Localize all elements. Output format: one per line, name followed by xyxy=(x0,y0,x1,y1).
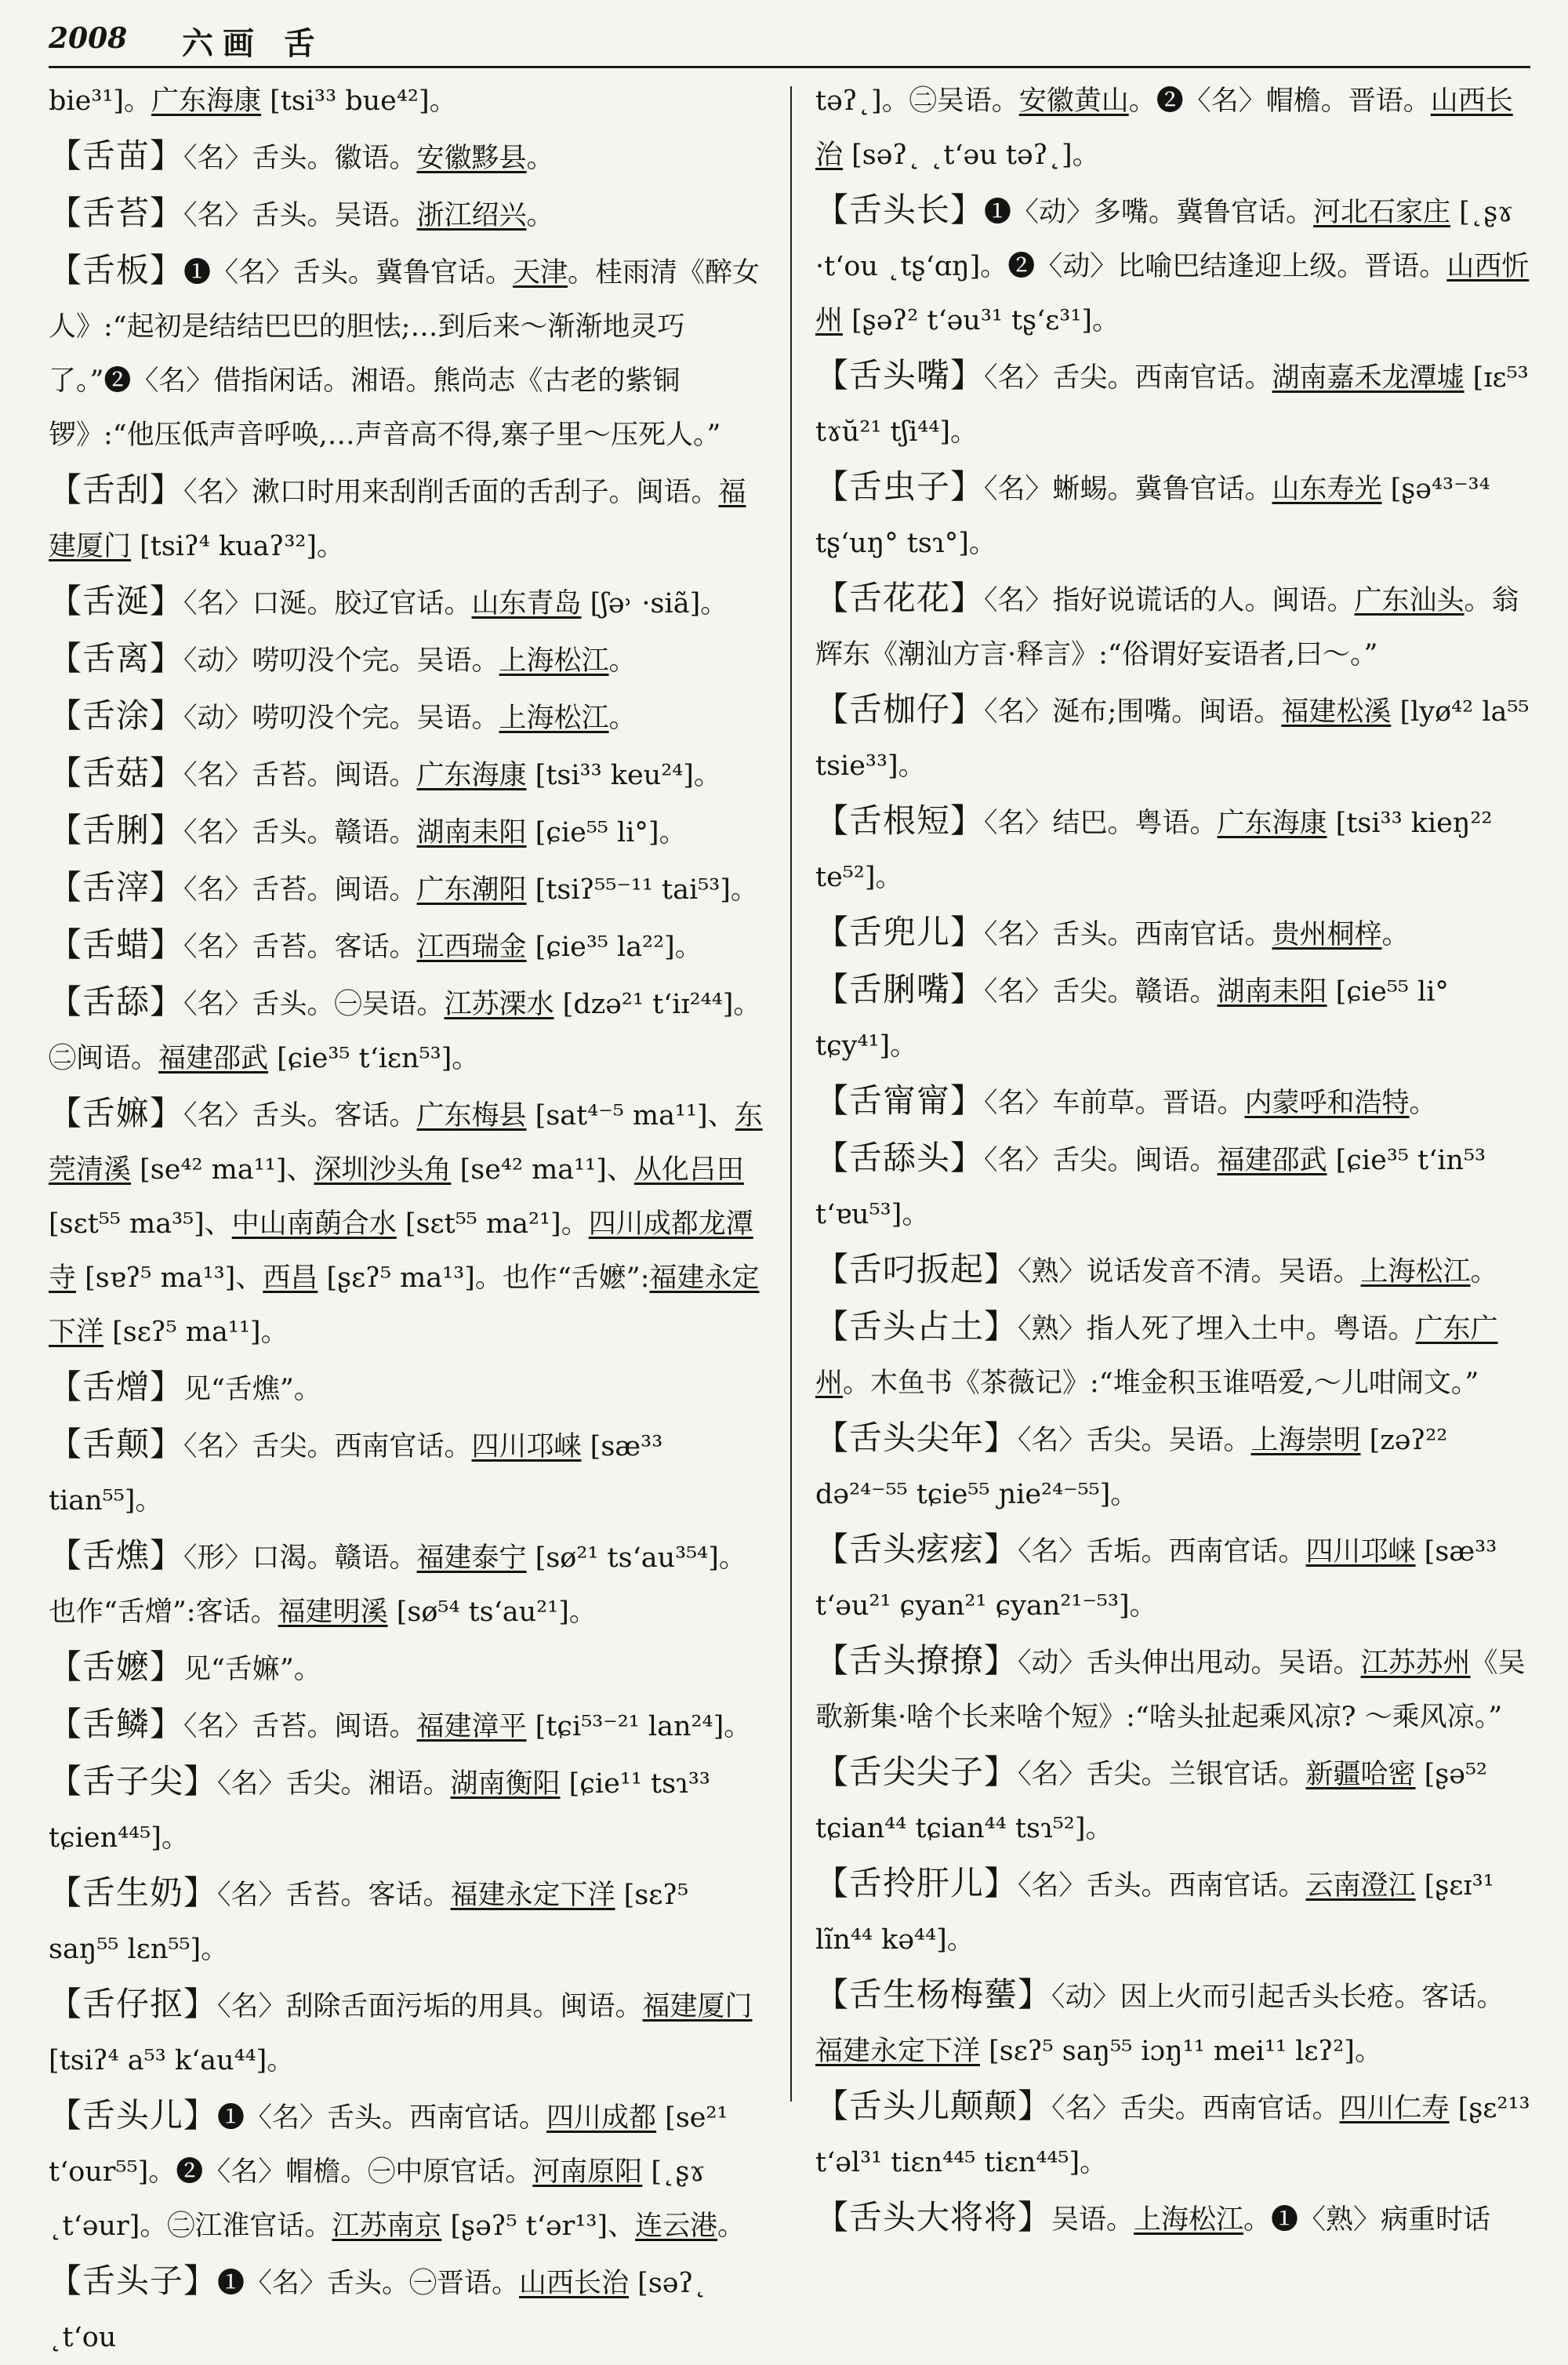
location-name: 湖南衡阳 xyxy=(450,1768,561,1800)
entry-text: ❶〈动〉多嘴。冀鲁官话。 xyxy=(984,197,1314,228)
dictionary-entry xyxy=(815,1856,1530,1967)
entry-text: [səʔ˛ ˛tʻəu təʔ˛]。 xyxy=(843,140,1100,171)
entry-text: 〈熟〉说话发音不清。吴语。 xyxy=(1018,1256,1361,1288)
entry-text: [sɛt⁵⁵ ma³⁵]、 xyxy=(49,1208,232,1240)
entry-text: 〈名〉舌头。赣语。 xyxy=(183,817,417,848)
entry-text: 〈名〉舌尖。湘语。 xyxy=(217,1768,451,1800)
entry-text: 。翁辉东《潮汕方言·释言》:“俗谓好妄语者,曰～。” xyxy=(815,585,1519,670)
dictionary-entry xyxy=(49,2088,764,2254)
dictionary-entry xyxy=(815,460,1530,571)
dictionary-entry xyxy=(49,917,764,975)
entry-headword: 【舌子尖】 xyxy=(49,1762,218,1800)
location-name: 四川成都龙潭寺 xyxy=(49,1208,753,1294)
location-name: 中山南蓢合水 xyxy=(231,1208,397,1240)
entry-text: 。 xyxy=(608,703,637,734)
entry-text: [ʂə⁵² tɕian⁴⁴ tɕian⁴⁴ tsɿ⁵²]。 xyxy=(815,1759,1488,1844)
page-number: 2008 xyxy=(49,22,128,55)
entry-text: [zəʔ²² də²⁴⁻⁵⁵ tɕie⁵⁵ ɲie²⁴⁻⁵⁵]。 xyxy=(815,1425,1448,1510)
dictionary-entry xyxy=(815,1633,1530,1745)
location-name: 四川仁寿 xyxy=(1339,2093,1450,2124)
location-name: 福建厦门 xyxy=(49,477,746,562)
dictionary-entry xyxy=(49,803,764,860)
location-name: 上海松江 xyxy=(499,703,609,734)
dictionary-entry xyxy=(49,129,764,186)
entry-headword: 【舌蜡】 xyxy=(49,925,184,964)
entry-text: 见“舌燋”。 xyxy=(183,1374,321,1405)
location-name: 新疆哈密 xyxy=(1305,1759,1416,1790)
entry-headword: 【舌虫子】 xyxy=(815,467,985,506)
location-name: 上海松江 xyxy=(1360,1256,1471,1288)
dictionary-entry xyxy=(815,905,1530,962)
entry-text: [ʂɛ²¹³ tʻəl³¹ tiɛn⁴⁴⁵ tiɛn⁴⁴⁵]。 xyxy=(815,2093,1530,2178)
entry-text: 。 xyxy=(1381,919,1410,950)
dictionary-entry xyxy=(815,794,1530,905)
entry-headword: 【舌头痃痃】 xyxy=(815,1530,1018,1568)
entry-text: 〈名〉舌苔。客话。 xyxy=(217,1880,451,1911)
entry-headword: 【舌脷】 xyxy=(49,811,184,849)
entry-text: 〈名〉舌垢。西南官话。 xyxy=(1018,1536,1306,1568)
location-name: 广东海康 xyxy=(151,85,262,117)
entry-text: 〈名〉口涎。胶辽官话。 xyxy=(183,588,472,619)
entry-text: [sɛʔ⁵ saŋ⁵⁵ iɔŋ¹¹ mei¹¹ lɛʔ²]。 xyxy=(980,2036,1382,2067)
entry-text: [ʃə˒ ·siã]。 xyxy=(581,588,728,619)
entry-text: ❶〈名〉舌头。冀鲁官话。 xyxy=(183,257,514,289)
dictionary-entry xyxy=(815,682,1530,794)
dictionary-entry xyxy=(815,2190,1530,2247)
entry-text: 〈名〉舌尖。兰银官话。 xyxy=(1018,1759,1306,1790)
entry-text: 〈名〉舌头。客话。 xyxy=(183,1100,417,1132)
entry-headword: 【舌头占土】 xyxy=(815,1307,1018,1346)
entry-text: 〈动〉舌头伸出甩动。吴语。 xyxy=(1018,1648,1361,1679)
entry-headword: 【舌生奶】 xyxy=(49,1873,218,1912)
entry-text: [lyø⁴² la⁵⁵ tsie³³]。 xyxy=(815,696,1530,782)
entry-text: [˛ʂɤ ·tʻou ˛tʂʻɑŋ]。❷〈动〉比喻巴结逢迎上级。晋语。 xyxy=(815,197,1514,282)
entry-text: [ʂɛʔ⁵ ma¹³]。也作“舌嬷”: xyxy=(318,1262,650,1294)
dictionary-entry xyxy=(49,74,764,129)
location-name: 西昌 xyxy=(263,1262,318,1294)
entry-text: [səʔ˛ ˛tʻou xyxy=(49,2268,707,2353)
entry-text: [se²¹ tʻour⁵⁵]。❷〈名〉帽檐。㊀中原官话。 xyxy=(49,2102,728,2188)
location-name: 广东汕头 xyxy=(1354,585,1465,616)
entry-headword: 【舌仔抠】 xyxy=(49,1985,218,2023)
dictionary-entry xyxy=(49,1865,764,1977)
entry-text: 。 xyxy=(1409,1088,1437,1119)
entry-headword: 【舌生杨梅𦿸】 xyxy=(815,1975,1052,2014)
entry-text: 〈名〉舌尖。西南官话。 xyxy=(984,362,1272,394)
entry-headword: 【舌脷嘴】 xyxy=(815,970,985,1008)
entry-text: təʔ˛]。㊁吴语。 xyxy=(815,85,1019,117)
dictionary-entry xyxy=(815,74,1530,183)
entry-headword: 【舌燋】 xyxy=(49,1536,184,1575)
location-name: 福建邵武 xyxy=(158,1043,269,1074)
entry-text: 〈名〉舌苔。闽语。 xyxy=(183,760,417,791)
entry-text: 〈名〉结巴。粤语。 xyxy=(984,808,1218,839)
entry-text: 〈名〉舌头。㊀吴语。 xyxy=(183,989,445,1020)
location-name: 内蒙呼和浩特 xyxy=(1244,1088,1410,1119)
dictionary-entry xyxy=(815,1242,1530,1299)
dictionary-entry xyxy=(49,688,764,746)
entry-text: [ɕie⁵⁵ li° tɕy⁴¹]。 xyxy=(815,976,1449,1062)
entry-text: 〈熟〉指人死了埋入土中。粤语。 xyxy=(1018,1313,1416,1345)
location-name: 云南澄江 xyxy=(1305,1870,1416,1902)
entry-headword: 【舌枷仔】 xyxy=(815,690,985,728)
entry-text: 〈名〉舌头。吴语。 xyxy=(183,200,417,231)
location-name: 上海崇明 xyxy=(1250,1425,1361,1456)
location-name: 福建厦门 xyxy=(642,1991,753,2022)
entry-text: 〈名〉舌头。西南官话。 xyxy=(984,919,1272,950)
location-name: 深圳沙头角 xyxy=(314,1154,452,1186)
entry-text: 。 xyxy=(1470,1256,1498,1288)
entry-headword: 【舌鳞】 xyxy=(49,1705,184,1743)
entry-headword: 【舌头儿颠颠】 xyxy=(815,2087,1052,2125)
dictionary-entry xyxy=(815,2079,1530,2190)
location-name: 山东寿光 xyxy=(1272,474,1382,505)
location-name: 湖南耒阳 xyxy=(416,817,527,848)
dictionary-entry xyxy=(815,1411,1530,1522)
entry-text: 〈动〉唠叨没个完。吴语。 xyxy=(183,703,499,734)
location-name: 东莞清溪 xyxy=(49,1100,763,1186)
entry-text: [sɐʔ⁵ ma¹³]、 xyxy=(76,1262,263,1294)
entry-headword: 【舌拎肝儿】 xyxy=(815,1864,1018,1902)
dictionary-entry xyxy=(49,1417,764,1528)
location-name: 福建永定下洋 xyxy=(450,1880,615,1911)
entry-text: [tsiʔ⁴ kuaʔ³²]。 xyxy=(131,531,345,562)
entry-text: 。 xyxy=(717,2211,746,2242)
dictionary-entry xyxy=(49,1528,764,1640)
entry-text: [dzə²¹ tʻiɪ²⁴⁴]。㊁闽语。 xyxy=(49,989,761,1074)
entry-text: [sat⁴⁻⁵ ma¹¹]、 xyxy=(526,1100,735,1132)
entry-text: [sæ³³ tian⁵⁵]。 xyxy=(49,1431,663,1517)
location-name: 河北石家庄 xyxy=(1313,197,1451,228)
dictionary-entry xyxy=(815,1967,1530,2079)
location-name: 福建泰宁 xyxy=(416,1542,527,1574)
entry-text: [sɛʔ⁵ saŋ⁵⁵ lɛn⁵⁵]。 xyxy=(49,1880,689,1965)
entry-headword: 【舌叼扳起】 xyxy=(815,1250,1018,1288)
dictionary-entry xyxy=(815,1074,1530,1131)
location-name: 福建明溪 xyxy=(278,1597,388,1628)
dictionary-entry xyxy=(815,348,1530,460)
dictionary-entry xyxy=(49,2254,764,2365)
location-name: 江苏南京 xyxy=(332,2211,442,2242)
entry-text: [tsi³³ bue⁴²]。 xyxy=(261,85,457,117)
location-name: 广东海康 xyxy=(1217,808,1327,839)
entry-headword: 【舌刮】 xyxy=(49,470,184,509)
entry-text: [sɛʔ⁵ ma¹¹]。 xyxy=(103,1317,289,1348)
entry-text: 。 xyxy=(608,645,637,677)
entry-headword: 【舌头嘴】 xyxy=(815,356,985,394)
entry-text: 〈名〉舌尖。赣语。 xyxy=(984,976,1218,1008)
entry-text: [ʂə⁴³⁻³⁴ tʂʻuŋ° tsɿ°]。 xyxy=(815,474,1490,559)
location-name: 四川邛崃 xyxy=(1305,1536,1416,1568)
location-name: 福建漳平 xyxy=(416,1711,527,1742)
location-name: 浙江绍兴 xyxy=(416,200,527,231)
location-name: 天津 xyxy=(513,257,568,289)
location-name: 江苏溧水 xyxy=(444,989,554,1020)
location-name: 从化吕田 xyxy=(633,1154,744,1186)
entry-text: 〈名〉舌苔。客话。 xyxy=(183,932,417,963)
entry-text: bie³¹]。 xyxy=(49,85,152,117)
entry-text: ❶〈名〉舌头。㊀晋语。 xyxy=(217,2268,520,2299)
entry-text: [tsiʔ⁴ a⁵³ kʻau⁴⁴]。 xyxy=(49,2045,295,2076)
location-name: 广东潮阳 xyxy=(416,874,527,906)
entry-headword: 【舌尖尖子】 xyxy=(815,1753,1018,1791)
entry-headword: 【舌花花】 xyxy=(815,579,985,617)
entry-text: [ɕie⁵⁵ li°]。 xyxy=(526,817,687,848)
entry-text: [ɕie³⁵ tʻin⁵³ tʻɐu⁵³]。 xyxy=(815,1145,1486,1230)
dictionary-entry xyxy=(49,1697,764,1754)
dictionary-entry xyxy=(49,975,764,1086)
dictionary-entry xyxy=(815,571,1530,682)
dictionary-entry xyxy=(49,746,764,803)
entry-text: [se⁴² ma¹¹]、 xyxy=(451,1154,634,1186)
entry-headword: 【舌头子】 xyxy=(49,2261,218,2300)
entry-text: [sæ³³ tʻəu²¹ ɕyan²¹ ɕyan²¹⁻⁵³]。 xyxy=(815,1536,1497,1622)
entry-headword: 【舌苗】 xyxy=(49,136,184,175)
location-name: 山西忻州 xyxy=(815,251,1530,336)
entry-text: 〈名〉指好说谎话的人。闽语。 xyxy=(984,585,1355,616)
entry-text: 〈名〉刮除舌面污垢的用具。闽语。 xyxy=(217,1991,643,2022)
dictionary-entry xyxy=(49,463,764,574)
dictionary-entry xyxy=(815,1745,1530,1856)
dictionary-entry xyxy=(49,186,764,243)
entry-text: 〈动〉唠叨没个完。吴语。 xyxy=(183,645,499,677)
entry-headword: 【舌头尖年】 xyxy=(815,1419,1018,1457)
location-name: 福建邵武 xyxy=(1217,1145,1327,1176)
location-name: 连云港 xyxy=(635,2211,718,2242)
entry-headword: 【舌头儿】 xyxy=(49,2096,218,2134)
entry-text: 。桂雨清《醉女人》:“起初是结结巴巴的胆怯;…到后来～渐渐地灵巧了。”❷〈名〉借指闲话。湘语。熊尚志《古老的紫铜锣》:“他压低声音呼唤,…声音高不得,寨子里～压死人。” xyxy=(49,257,760,451)
entry-text: 〈动〉因上火而引起舌头长疮。客话。 xyxy=(1051,1982,1504,2013)
location-name: 山东青岛 xyxy=(471,588,582,619)
entry-text: 〈名〉涎布;围嘴。闽语。 xyxy=(984,696,1282,728)
location-name: 福建松溪 xyxy=(1281,696,1392,728)
entry-headword: 【舌头大将将】 xyxy=(815,2198,1052,2236)
entry-text: [tsiʔ⁵⁵⁻¹¹ tai⁵³]。 xyxy=(526,874,758,906)
entry-text: [ʂəʔ² tʻəu³¹ tʂʻɛ³¹]。 xyxy=(843,305,1120,336)
entry-text: [sɛt⁵⁵ ma²¹]。 xyxy=(396,1208,589,1240)
entry-headword: 【舌头长】 xyxy=(815,191,985,229)
location-name: 广东海康 xyxy=(416,760,527,791)
entry-text: 〈名〉车前草。晋语。 xyxy=(984,1088,1245,1119)
entry-text: 〈名〉舌苔。闽语。 xyxy=(183,874,417,906)
entry-text: [ʂəʔ⁵ tʻər¹³]、 xyxy=(441,2211,636,2242)
entry-text: [sø²¹ tsʻau³⁵⁴]。也作“舌熷”:客话。 xyxy=(49,1542,746,1628)
entry-text: 〈名〉舌头。徽语。 xyxy=(183,143,417,174)
location-name: 广东梅县 xyxy=(416,1100,527,1132)
entry-headword: 【舌苔】 xyxy=(49,194,184,232)
location-name: 山西长治 xyxy=(815,85,1513,171)
entry-text: 〈名〉漱口时用来刮削舌面的舌刮子。闽语。 xyxy=(183,477,719,508)
entry-text: 〈名〉舌尖。吴语。 xyxy=(1018,1425,1251,1456)
location-name: 安徽黟县 xyxy=(416,143,527,174)
dictionary-entry xyxy=(49,860,764,917)
entry-headword: 【舌滓】 xyxy=(49,868,184,906)
location-name: 湖南耒阳 xyxy=(1217,976,1327,1008)
dictionary-entry xyxy=(49,243,764,463)
entry-text: [sø⁵⁴ tsʻau²¹]。 xyxy=(387,1597,597,1628)
entry-headword: 【舌颠】 xyxy=(49,1425,184,1463)
entry-headword: 【舌嬷】 xyxy=(49,1648,184,1686)
entry-text: 。木鱼书《茶薇记》:“堆金积玉谁唔爱,～儿咁闹文。” xyxy=(843,1368,1479,1399)
dictionary-entry xyxy=(49,631,764,688)
entry-headword: 【舌涂】 xyxy=(49,696,184,735)
dictionary-entry xyxy=(49,1977,764,2088)
location-name: 四川邛崃 xyxy=(471,1431,582,1462)
entry-headword: 【舌兜儿】 xyxy=(815,913,985,951)
dictionary-entry xyxy=(815,962,1530,1074)
header-rule xyxy=(49,66,1530,68)
location-name: 上海松江 xyxy=(1134,2204,1244,2236)
entry-text: [˛ʂɤ ˛tʻəur]。㊁江淮官话。 xyxy=(49,2156,706,2242)
entry-headword: 【舌甯甯】 xyxy=(815,1081,985,1120)
entry-text: 。 xyxy=(526,143,554,174)
entry-text: 吴语。 xyxy=(1051,2204,1134,2236)
entry-text: [ɪɛ⁵³ tɤŭ²¹ tʃi⁴⁴]。 xyxy=(815,362,1529,448)
entry-headword: 【舌熷】 xyxy=(49,1368,184,1406)
entry-headword: 【舌涎】 xyxy=(49,582,184,620)
entry-text: 〈名〉舌苔。闽语。 xyxy=(183,1711,417,1742)
location-name: 江西瑞金 xyxy=(416,932,527,963)
dictionary-entry xyxy=(815,1131,1530,1242)
entry-text: 。 xyxy=(526,200,554,231)
location-name: 福建永定下洋 xyxy=(49,1262,760,1348)
location-name: 广东广州 xyxy=(815,1313,1498,1399)
entry-headword: 【舌嫲】 xyxy=(49,1094,184,1132)
entry-headword: 【舌舔】 xyxy=(49,983,184,1021)
right-column xyxy=(815,74,1530,2247)
location-name: 河南原阳 xyxy=(532,2156,643,2188)
entry-text: [ɕie³⁵ tʻiɛn⁵³]。 xyxy=(268,1043,480,1074)
entry-text: 〈名〉舌尖。闽语。 xyxy=(984,1145,1218,1176)
dictionary-entry xyxy=(815,1522,1530,1633)
entry-text: 见“舌嫲”。 xyxy=(183,1654,321,1685)
entry-text: [tsi³³ kieŋ²² te⁵²]。 xyxy=(815,808,1493,893)
entry-text: 《吴歌新集·啥个长来啥个短》:“啥头扯起乘风凉? ～乘风凉。” xyxy=(815,1648,1526,1733)
location-name: 四川成都 xyxy=(546,2102,657,2134)
entry-text: [tsi³³ keu²⁴]。 xyxy=(526,760,721,791)
dictionary-entry xyxy=(49,1086,764,1360)
dictionary-entry xyxy=(815,183,1530,348)
location-name: 湖南嘉禾龙潭墟 xyxy=(1272,362,1465,394)
entry-text: 〈名〉舌尖。西南官话。 xyxy=(1051,2093,1340,2124)
entry-text: [ɕie³⁵ la²²]。 xyxy=(526,932,702,963)
entry-text: 。❶〈熟〉病重时话 xyxy=(1243,2204,1491,2236)
dictionary-entry xyxy=(49,1360,764,1417)
entry-headword: 【舌菇】 xyxy=(49,754,184,792)
column-divider xyxy=(790,86,792,2102)
entry-text: 〈名〉舌头。西南官话。 xyxy=(1018,1870,1306,1902)
entry-text: [ɕie¹¹ tsɿ³³ tɕien⁴⁴⁵]。 xyxy=(49,1768,710,1854)
entry-headword: 【舌舔头】 xyxy=(815,1139,985,1177)
location-name: 山西长治 xyxy=(519,2268,630,2299)
location-name: 福建永定下洋 xyxy=(815,2036,981,2067)
dictionary-entry xyxy=(49,1754,764,1865)
entry-text: ❶〈名〉舌头。西南官话。 xyxy=(217,2102,547,2134)
entry-headword: 【舌板】 xyxy=(49,251,184,289)
entry-headword: 【舌离】 xyxy=(49,639,184,678)
entry-text: 。❷〈名〉帽檐。晋语。 xyxy=(1128,85,1431,117)
entry-text: [ʂɛɪ³¹ lĩn⁴⁴ kə⁴⁴]。 xyxy=(815,1870,1494,1956)
entry-text: 〈名〉舌尖。西南官话。 xyxy=(183,1431,472,1462)
dictionary-entry xyxy=(815,1299,1530,1411)
page-header xyxy=(49,16,1530,61)
section-title: 六画 舌 xyxy=(182,25,325,62)
dictionary-entry xyxy=(49,1640,764,1697)
entry-text: [se⁴² ma¹¹]、 xyxy=(131,1154,314,1186)
location-name: 上海松江 xyxy=(499,645,609,677)
location-name: 贵州桐梓 xyxy=(1272,919,1382,950)
dictionary-entry xyxy=(49,574,764,631)
entry-headword: 【舌根短】 xyxy=(815,801,985,840)
entry-text: 〈形〉口渴。赣语。 xyxy=(183,1542,417,1574)
location-name: 安徽黄山 xyxy=(1018,85,1129,117)
entry-text: 〈名〉蜥蜴。冀鲁官话。 xyxy=(984,474,1272,505)
location-name: 江苏苏州 xyxy=(1360,1648,1471,1679)
left-column xyxy=(49,74,764,2365)
entry-text: [tɕi⁵³⁻²¹ lan²⁴]。 xyxy=(526,1711,752,1742)
entry-headword: 【舌头撩撩】 xyxy=(815,1641,1018,1680)
